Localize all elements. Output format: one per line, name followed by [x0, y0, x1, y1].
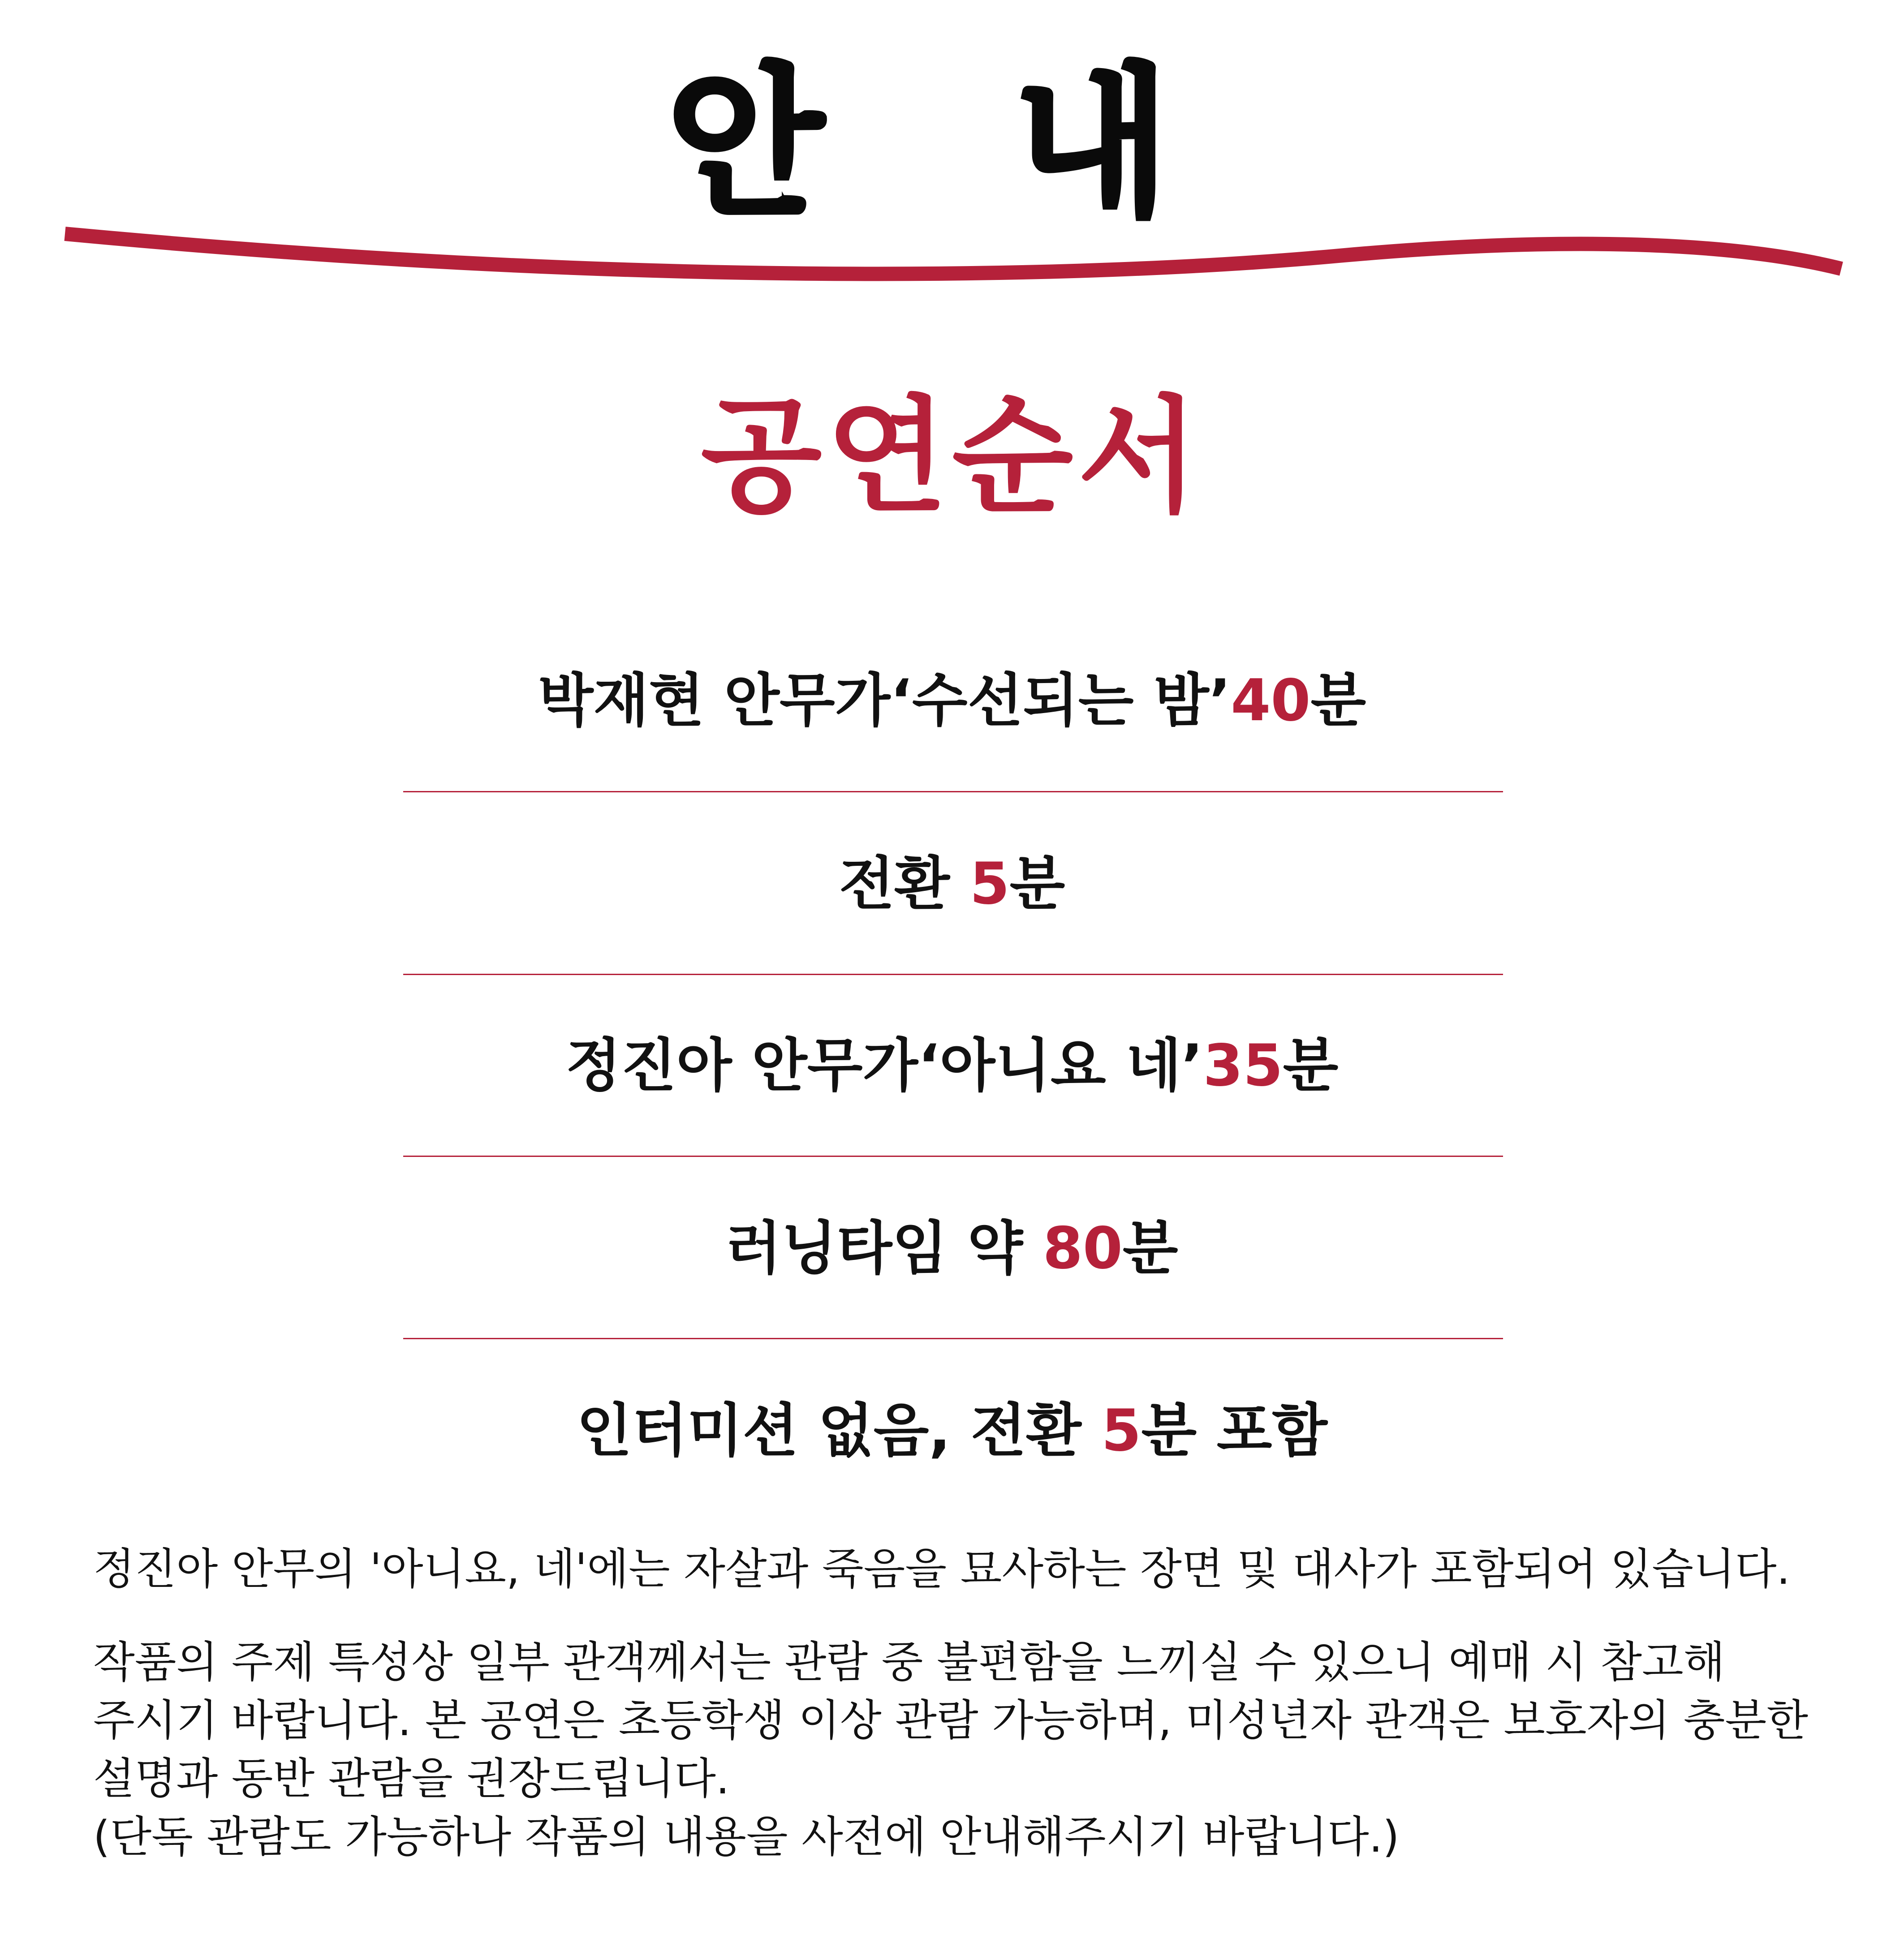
- program-item-duration: 80: [1042, 1215, 1123, 1282]
- row-divider: [403, 1156, 1503, 1157]
- program-item-unit: 분: [1122, 1215, 1178, 1282]
- program-item: [0, 1030, 1904, 1102]
- program-item-unit: 분: [1310, 667, 1366, 734]
- wave-divider: [0, 202, 1904, 309]
- program-item-duration: 40: [1231, 667, 1311, 734]
- program-item: [0, 665, 1904, 737]
- viewing-guidance: [93, 1633, 1840, 1866]
- program-item-label: 전환: [839, 851, 970, 917]
- guidance-line: 주시기 바랍니다. 본 공연은 초등학생 이상 관람 가능하며, 미성년자 관객은 보호자의 충분한: [93, 1695, 1808, 1745]
- program-item-label: 러닝타임 약: [726, 1215, 1043, 1282]
- guidance-line: 작품의 주제 특성상 일부 관객께서는 관람 중 불편함을 느끼실 수 있으니 예매 시 참고해: [93, 1637, 1725, 1687]
- program-item-label: 박재현 안무가‘수선되는 밤’: [538, 667, 1231, 734]
- summary-prefix: 인터미션 없음, 전환: [576, 1397, 1102, 1464]
- program-item: [0, 848, 1904, 920]
- content-warning: [93, 1540, 1840, 1598]
- summary-duration: 5: [1101, 1397, 1142, 1464]
- page-title: 안 내: [667, 49, 1237, 237]
- row-divider: [403, 1338, 1503, 1339]
- guidance-line: (단독 관람도 가능하나 작품의 내용을 사전에 안내해주시기 바랍니다.): [93, 1812, 1400, 1862]
- program-item-duration: 5: [969, 851, 1010, 917]
- content-warning-text: 정진아 안무의 '아니요, 네'에는 자살과 죽음을 묘사하는 장면 및 대사가 포함되어 있습니다.: [93, 1544, 1790, 1594]
- program-item: [0, 1213, 1904, 1285]
- guidance-line: 설명과 동반 관람을 권장드립니다.: [93, 1754, 730, 1804]
- program-item-unit: 분: [1009, 851, 1065, 917]
- program-item-label: 정진아 안무가‘아니요 네’: [565, 1032, 1203, 1099]
- row-divider: [403, 791, 1503, 792]
- summary-suffix: 분 포함: [1141, 1397, 1328, 1464]
- program-summary: [0, 1395, 1904, 1467]
- row-divider: [403, 974, 1503, 975]
- program-section-title: 공연순서: [701, 384, 1203, 530]
- program-item-unit: 분: [1283, 1032, 1339, 1099]
- program-item-duration: 35: [1203, 1032, 1283, 1099]
